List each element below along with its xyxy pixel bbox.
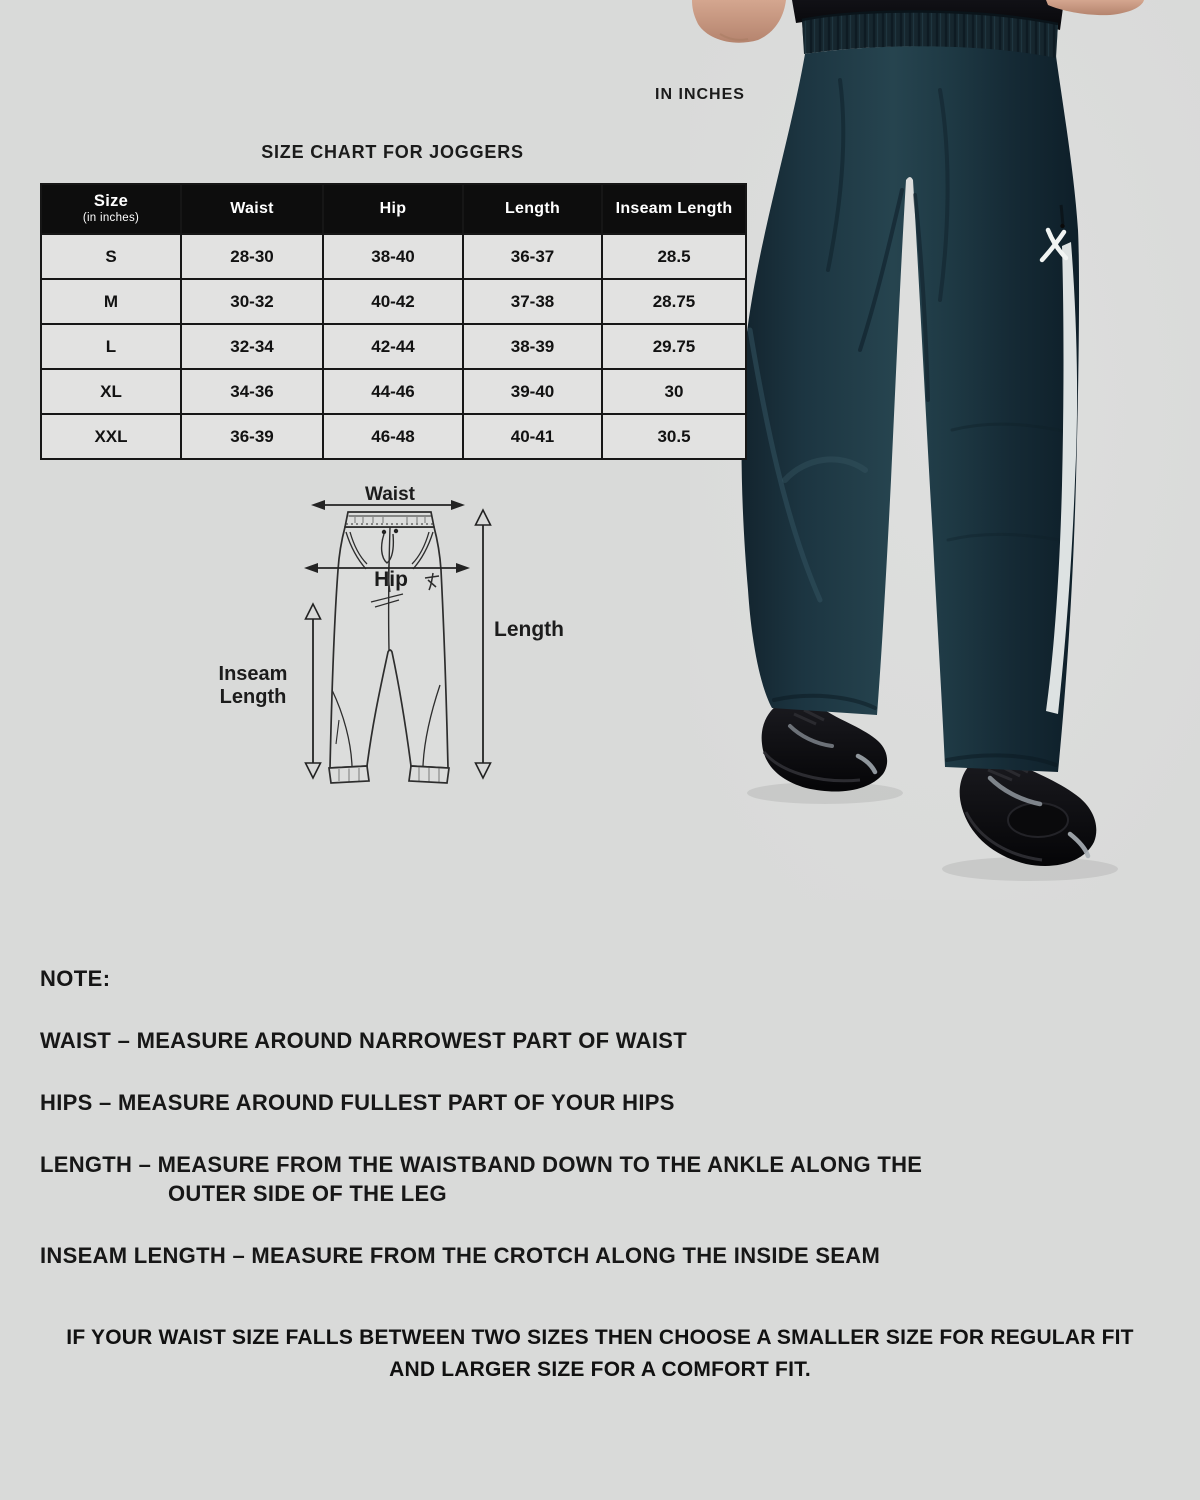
length-cell: 38-39 (463, 324, 602, 369)
note-separator: – (138, 1152, 152, 1178)
table-row (41, 324, 746, 369)
table-header-row (41, 184, 746, 234)
note-item-length (40, 1150, 980, 1208)
note-separator: – (232, 1243, 245, 1269)
note-definition: MEASURE FROM THE CROTCH ALONG THE INSIDE SEAM (251, 1243, 881, 1269)
zipper-toggle (1060, 224, 1064, 228)
length-cell: 37-38 (463, 279, 602, 324)
note-item-hips (40, 1088, 980, 1117)
size-table (40, 183, 747, 460)
inseam-cell: 29.75 (602, 324, 746, 369)
size-header-sublabel: (in inches) (82, 212, 140, 225)
jogger-measurement-diagram (213, 480, 613, 815)
size-cell: S (41, 234, 181, 279)
column-header-hip: Hip (323, 184, 463, 234)
inseam-measure-arrow (306, 604, 321, 778)
hip-cell: 46-48 (323, 414, 463, 459)
diagram-inseam-label-line1: Inseam (218, 663, 288, 685)
size-cell: XL (41, 369, 181, 414)
size-header-label: Size (93, 192, 129, 211)
waist-cell: 36-39 (181, 414, 323, 459)
length-measure-arrow (476, 510, 491, 778)
column-header-inseam: Inseam Length (602, 184, 746, 234)
diagram-waist-label: Waist (365, 484, 415, 505)
size-cell: L (41, 324, 181, 369)
note-term: LENGTH (40, 1152, 133, 1178)
zipper-pull (1061, 205, 1063, 224)
length-cell: 39-40 (463, 369, 602, 414)
size-cell: XXL (41, 414, 181, 459)
note-term: WAIST (40, 1028, 112, 1053)
column-header-size (41, 184, 181, 234)
note-definition: MEASURE FROM THE WAISTBAND DOWN TO THE ANKLE ALONG THE OUTER SIDE OF THE LEG (157, 1152, 923, 1207)
waist-cell: 28-30 (181, 234, 323, 279)
note-item-waist (40, 1026, 980, 1055)
hip-cell: 42-44 (323, 324, 463, 369)
note-definition: MEASURE AROUND FULLEST PART OF YOUR HIPS (117, 1090, 675, 1116)
diagram-length-label: Length (494, 618, 564, 641)
length-cell: 40-41 (463, 414, 602, 459)
inseam-cell: 28.5 (602, 234, 746, 279)
inseam-cell: 28.75 (602, 279, 746, 324)
hip-cell: 40-42 (323, 279, 463, 324)
size-cell: M (41, 279, 181, 324)
table-row (41, 234, 746, 279)
note-separator: – (98, 1090, 112, 1116)
inseam-cell: 30.5 (602, 414, 746, 459)
notes-section (40, 966, 980, 1303)
note-term: HIPS (40, 1090, 93, 1116)
jogger-sketch-waistband (345, 512, 434, 527)
note-item-inseam (40, 1241, 980, 1270)
waist-cell: 32-34 (181, 324, 323, 369)
note-separator: – (117, 1028, 131, 1053)
inseam-cell: 30 (602, 369, 746, 414)
note-term: INSEAM LENGTH (40, 1243, 227, 1269)
length-cell: 36-37 (463, 234, 602, 279)
table-row (41, 369, 746, 414)
hip-cell: 44-46 (323, 369, 463, 414)
diagram-hip-label: Hip (374, 568, 408, 591)
hip-cell: 38-40 (323, 234, 463, 279)
model-photo (690, 0, 1200, 900)
table-row (41, 279, 746, 324)
column-header-waist: Waist (181, 184, 323, 234)
waist-cell: 30-32 (181, 279, 323, 324)
size-chart-title: SIZE CHART FOR JOGGERS (261, 142, 524, 162)
note-heading: NOTE: (40, 966, 111, 991)
fit-advice-note: IF YOUR WAIST SIZE FALLS BETWEEN TWO SIZES THEN CHOOSE A SMALLER SIZE FOR REGULAR FIT AND LARGER SIZE FOR A COMFORT FIT. (66, 1326, 1134, 1381)
note-definition: MEASURE AROUND NARROWEST PART OF WAIST (136, 1028, 687, 1053)
table-row (41, 414, 746, 459)
column-header-length: Length (463, 184, 602, 234)
waist-cell: 34-36 (181, 369, 323, 414)
units-label: IN INCHES (655, 86, 745, 103)
diagram-inseam-label-line2: Length (219, 686, 287, 708)
